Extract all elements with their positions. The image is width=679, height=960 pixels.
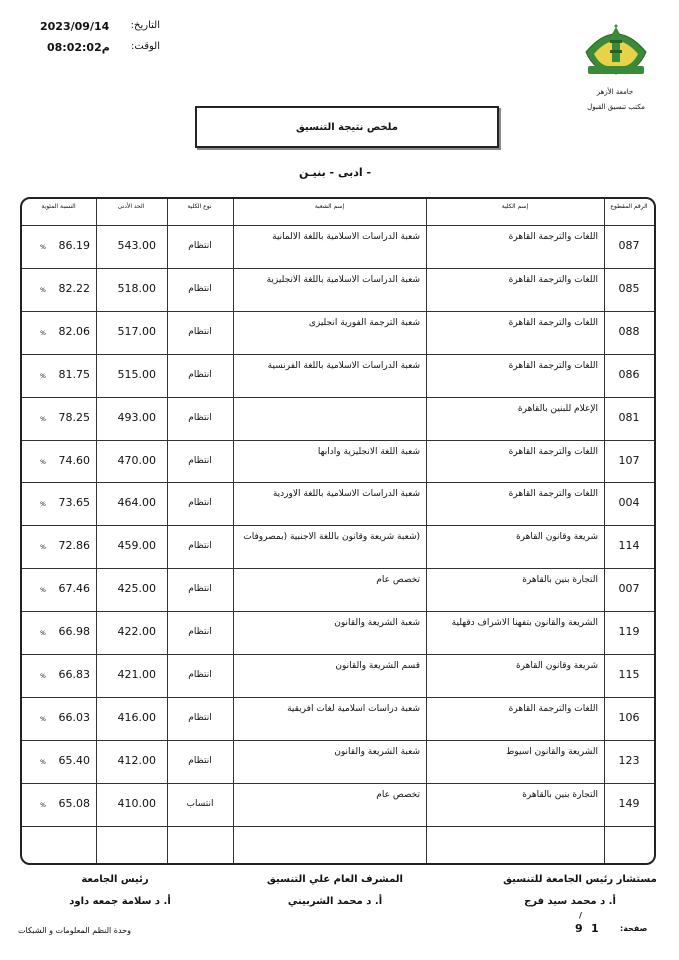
cell-college: التجارة بنين بالقاهرة xyxy=(522,789,598,800)
cell-code: 086 xyxy=(618,367,640,381)
cell-branch: شعبة الدراسات الاسلامية باللغة الانجليزية xyxy=(266,274,420,285)
cell-pct: 81.75 xyxy=(58,367,90,381)
cell-pct: 65.40 xyxy=(58,753,90,767)
row-divider xyxy=(22,826,654,827)
cell-pct: 65.08 xyxy=(58,796,90,810)
cell-type: انتظام xyxy=(188,541,212,552)
cell-branch: شعبة الشريعة والقانون xyxy=(334,618,420,629)
row-divider xyxy=(22,482,654,483)
cell-pct-sign: % xyxy=(40,501,46,509)
header-code: الرقم المقطوع xyxy=(610,203,648,210)
page-current: 1 xyxy=(591,922,599,935)
cell-type: انتظام xyxy=(188,584,212,595)
cell-college: اللغات والترجمة القاهرة xyxy=(508,489,598,500)
cell-code: 114 xyxy=(618,539,640,553)
cell-pct-sign: % xyxy=(40,372,46,380)
report-title: ملخص نتيجة التنسيق xyxy=(296,121,398,133)
row-divider xyxy=(22,740,654,741)
cell-code: 004 xyxy=(618,496,640,510)
cell-min: 422.00 xyxy=(117,625,156,639)
cell-min: 470.00 xyxy=(117,453,156,467)
cell-type: انتظام xyxy=(188,712,212,723)
cell-pct: 72.86 xyxy=(58,539,90,553)
cell-min: 410.00 xyxy=(117,796,156,810)
header-college: إسم الكلية xyxy=(501,203,529,210)
cell-pct-sign: % xyxy=(40,415,46,423)
university-logo xyxy=(582,22,650,80)
cell-pct: 66.83 xyxy=(58,668,90,681)
row-divider xyxy=(22,397,654,398)
cell-pct-sign: % xyxy=(40,630,46,638)
cell-code: 107 xyxy=(618,453,640,467)
date-value: 2023/09/14 xyxy=(40,20,110,33)
cell-college: اللغات والترجمة القاهرة xyxy=(508,317,598,328)
cell-code: 088 xyxy=(618,324,640,338)
cell-pct-sign: % xyxy=(40,458,46,466)
supervisor-title: المشرف العام علي التنسيق xyxy=(267,874,403,885)
cell-college: الشريعة والقانون بتفهنا الاشراف دقهلية xyxy=(451,618,598,629)
row-divider xyxy=(22,568,654,569)
cell-type: انتظام xyxy=(188,455,212,466)
cell-branch: شعبة الشريعة والقانون xyxy=(334,746,420,757)
advisor-name: أ. د محمد سيد فرج xyxy=(524,896,616,907)
cell-pct: 86.19 xyxy=(58,239,90,252)
cell-code: 119 xyxy=(618,625,640,639)
header-min: الحد الأدنى xyxy=(117,203,145,210)
cell-branch: قسم الشريعة والقانون xyxy=(335,661,420,671)
cell-college: اللغات والترجمة القاهرة xyxy=(508,360,598,371)
cell-pct-sign: % xyxy=(40,715,46,723)
row-divider xyxy=(22,311,654,312)
column-divider xyxy=(426,199,427,863)
table-header-divider xyxy=(22,225,654,226)
cell-pct: 66.03 xyxy=(58,710,90,724)
cell-min: 518.00 xyxy=(117,281,156,295)
column-divider xyxy=(96,199,97,863)
report-title-box xyxy=(195,106,499,148)
cell-code: 106 xyxy=(618,710,640,724)
cell-college: شريعة وقانون القاهرة xyxy=(515,661,598,671)
cell-code: 007 xyxy=(618,582,640,596)
row-divider xyxy=(22,654,654,655)
office-name: مكتب تنسيق القبول xyxy=(587,103,645,111)
header-pct: النسبة المئوية xyxy=(41,203,76,210)
cell-type: انتظام xyxy=(188,670,212,680)
cell-code: 115 xyxy=(618,668,640,681)
row-divider xyxy=(22,525,654,526)
cell-branch: شعبة دراسات اسلامية لغات افريقية xyxy=(287,703,420,714)
cell-type: انتساب xyxy=(186,798,214,809)
university-name: جامعة الأزهر xyxy=(596,88,634,96)
cell-min: 493.00 xyxy=(117,410,156,424)
cell-pct-sign: % xyxy=(40,244,46,251)
date-label: التاريخ: xyxy=(130,20,160,31)
cell-min: 412.00 xyxy=(117,753,156,767)
row-divider xyxy=(22,440,654,441)
cell-type: انتظام xyxy=(188,369,212,380)
cell-pct-sign: % xyxy=(40,544,46,552)
time-value: 08:02:02م xyxy=(47,41,110,54)
cell-min: 515.00 xyxy=(117,367,156,381)
cell-min: 421.00 xyxy=(117,668,156,681)
cell-type: انتظام xyxy=(188,498,212,509)
cell-min: 425.00 xyxy=(117,582,156,596)
cell-pct-sign: % xyxy=(40,758,46,766)
cell-pct: 73.65 xyxy=(58,496,90,510)
row-divider xyxy=(22,611,654,612)
cell-pct: 82.06 xyxy=(58,324,90,338)
cell-pct: 82.22 xyxy=(58,281,90,295)
cell-type: انتظام xyxy=(188,412,212,423)
cell-college: اللغات والترجمة القاهرة xyxy=(508,703,598,714)
column-divider xyxy=(233,199,234,863)
cell-min: 543.00 xyxy=(117,239,156,252)
cell-college: شريعة وقانون القاهرة xyxy=(515,532,598,543)
cell-type: انتظام xyxy=(188,755,212,766)
cell-code: 149 xyxy=(618,796,640,810)
row-divider xyxy=(22,783,654,784)
cell-pct-sign: % xyxy=(40,286,46,294)
cell-pct: 74.60 xyxy=(58,453,90,467)
cell-branch: تخصص عام xyxy=(376,789,420,800)
cell-pct: 67.46 xyxy=(58,582,90,596)
cell-code: 085 xyxy=(618,281,640,295)
president-title: رئيس الجامعة xyxy=(81,874,149,885)
cell-code: 123 xyxy=(618,753,640,767)
cell-code: 081 xyxy=(618,410,640,424)
cell-min: 416.00 xyxy=(117,710,156,724)
cell-branch: (شعبة شريعة وقانون باللغة الاجنبية (بمصروفات xyxy=(243,532,420,543)
cell-pct-sign: % xyxy=(40,673,46,680)
cell-pct: 66.98 xyxy=(58,625,90,639)
advisor-title: مستشار رئيس الجامعة للتنسيق xyxy=(503,874,657,885)
unit-name: وحدة النظم المعلومات و الشبكات xyxy=(18,926,131,935)
cell-pct-sign: % xyxy=(40,587,46,595)
cell-min: 464.00 xyxy=(117,496,156,510)
page-label: صفحة: xyxy=(620,924,648,933)
cell-branch: شعبة الترجمة الفورية انجليزى xyxy=(308,317,420,328)
cell-branch: شعبة اللغة الانجليزية وادابها xyxy=(317,446,420,457)
cell-code: 087 xyxy=(618,239,640,252)
header-branch: إسم الشعبة xyxy=(314,203,345,210)
supervisor-name: أ. د محمد الشربيني xyxy=(287,896,383,907)
column-divider xyxy=(604,199,605,863)
page-slash-top: / xyxy=(579,911,582,920)
cell-type: انتظام xyxy=(188,326,212,337)
cell-branch: شعبة الدراسات الاسلامية باللغة الاوردية xyxy=(272,489,420,500)
row-divider xyxy=(22,268,654,269)
header-type: نوع الكلية xyxy=(187,203,212,210)
cell-college: التجارة بنين بالقاهرة xyxy=(522,575,598,586)
cell-type: انتظام xyxy=(188,627,212,638)
cell-type: انتظام xyxy=(188,283,212,294)
cell-college: اللغات والترجمة القاهرة xyxy=(508,232,598,242)
president-name: أ. د سلامة جمعه داود xyxy=(69,896,171,907)
cell-college: اللغات والترجمة القاهرة xyxy=(508,274,598,285)
cell-branch: شعبة الدراسات الاسلامية باللغة الفرنسية xyxy=(267,360,420,371)
cell-branch: تخصص عام xyxy=(376,575,420,586)
cell-college: اللغات والترجمة القاهرة xyxy=(508,446,598,457)
page-total: 9 xyxy=(575,922,583,935)
row-divider xyxy=(22,354,654,355)
cell-branch: شعبة الدراسات الاسلامية باللغة الالمانية xyxy=(272,232,420,242)
cell-pct-sign: % xyxy=(40,801,46,809)
cell-min: 517.00 xyxy=(117,324,156,338)
cell-pct-sign: % xyxy=(40,329,46,337)
time-label: الوقت: xyxy=(131,41,160,52)
cell-college: الإعلام للبنين بالقاهرة xyxy=(517,403,598,414)
cell-type: انتظام xyxy=(188,241,212,251)
report-subtitle: - ادبى - بنيـن xyxy=(298,166,372,179)
cell-min: 459.00 xyxy=(117,539,156,553)
cell-pct: 78.25 xyxy=(58,410,90,424)
row-divider xyxy=(22,697,654,698)
cell-college: الشريعة والقانون اسيوط xyxy=(505,746,598,757)
